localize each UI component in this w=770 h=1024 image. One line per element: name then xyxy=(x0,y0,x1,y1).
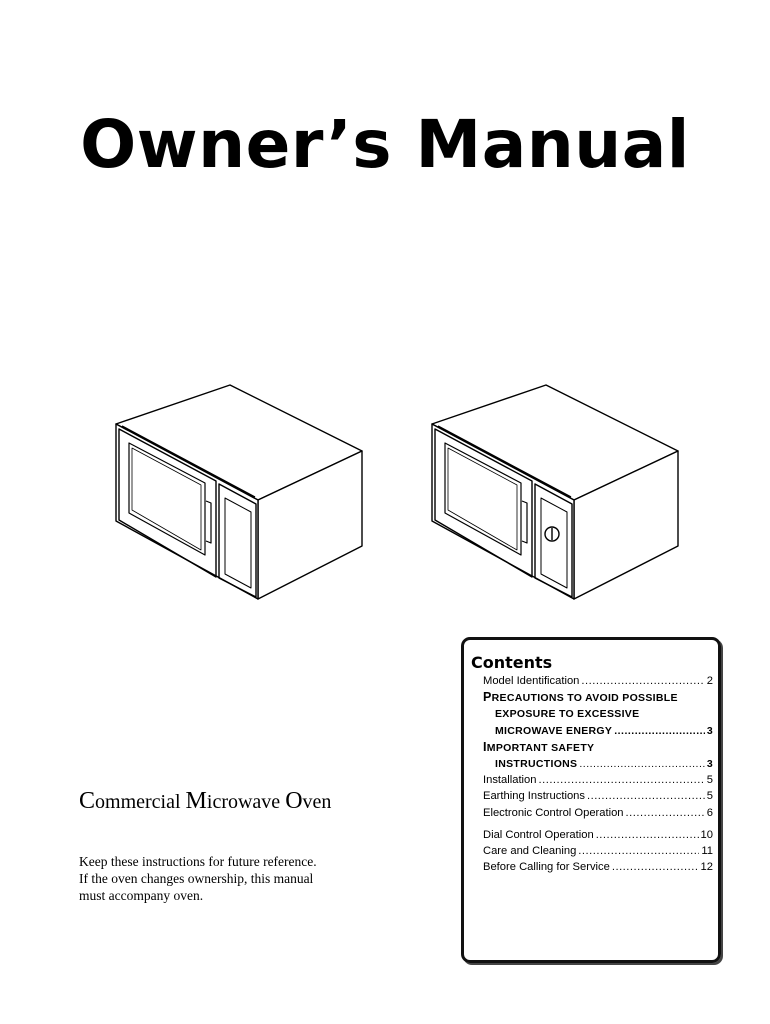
toc-entry: IMPORTANT SAFETY INSTRUCTIONS ..... 3 xyxy=(483,739,713,772)
toc-entry: Dial Control Operation ..... 10 xyxy=(483,827,713,843)
toc-entry: PRECAUTIONS TO AVOID POSSIBLE EXPOSURE TO EXCESSIVE MICROWAVE ENERGY ..... 3 xyxy=(483,689,713,739)
table-of-contents xyxy=(483,673,713,875)
microwave-illustrations xyxy=(0,340,770,630)
toc-entry: Model Identification ..... 2 xyxy=(483,673,713,689)
retention-note xyxy=(79,853,409,904)
note-line: must accompany oven. xyxy=(79,888,204,903)
note-line: If the oven changes ownership, this manual xyxy=(79,871,314,886)
note-line: Keep these instructions for future reference. xyxy=(79,854,317,869)
toc-entry: Installation ..... 5 xyxy=(483,772,713,788)
toc-entry: Electronic Control Operation ..... 6 xyxy=(483,805,713,821)
contents-heading: Contents xyxy=(471,653,553,672)
microwave-electronic-illustration xyxy=(116,385,362,599)
toc-entry: Care and Cleaning ..... 11 xyxy=(483,843,713,859)
product-subtitle: Commercial Microwave Oven xyxy=(79,788,332,814)
toc-entry: Before Calling for Service ..... 12 xyxy=(483,859,713,875)
toc-entry: Earthing Instructions ..... 5 xyxy=(483,788,713,804)
microwave-dial-illustration xyxy=(432,385,678,599)
page-title: Owner’s Manual xyxy=(80,106,690,183)
